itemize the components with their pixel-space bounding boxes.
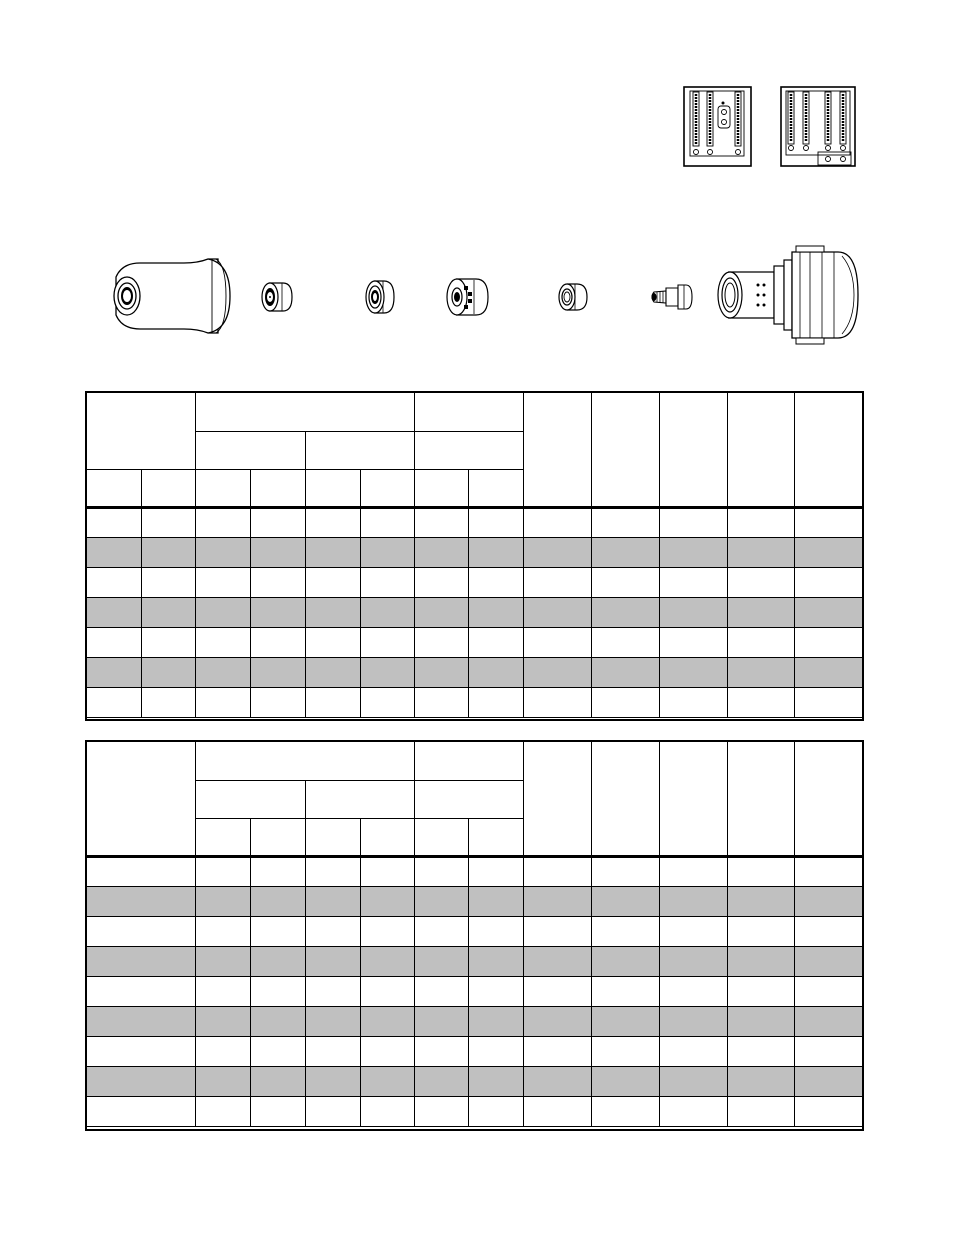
table2-body-row [87, 857, 864, 887]
table1-header-cell [660, 393, 728, 508]
table1-body-cell [469, 568, 524, 598]
table2-header-cell [196, 781, 306, 819]
table1-body-cell [728, 628, 795, 658]
table2-body-cell [524, 857, 592, 887]
table2-body-cell [469, 1007, 524, 1037]
table2-body-cell [795, 977, 864, 1007]
table2-body-cell [251, 857, 306, 887]
table2-body-cell [795, 1067, 864, 1097]
table1-body-cell [87, 628, 142, 658]
table1-body-cell [524, 688, 592, 718]
table1-body-cell [196, 598, 251, 628]
table2-body-cell [306, 977, 361, 1007]
torch-body-illustration [714, 240, 862, 350]
table1-body-cell [87, 538, 142, 568]
table1-body-row [87, 568, 864, 598]
table1-body-cell [469, 508, 524, 538]
table2-header-cell [728, 742, 795, 857]
table2-body-cell [592, 887, 660, 917]
table1-body-cell [524, 598, 592, 628]
table2-body-cell [251, 1007, 306, 1037]
table2-body-cell [415, 1067, 469, 1097]
table1-body-row [87, 658, 864, 688]
table2-body-row [87, 1097, 864, 1127]
table2-header-cell [795, 742, 864, 857]
table1-header-cell [87, 393, 196, 470]
table2-body-cell [795, 887, 864, 917]
table1-body-cell [306, 598, 361, 628]
table2-body-cell [728, 977, 795, 1007]
cut-chart-table-1 [86, 392, 864, 718]
table1-body-cell [251, 598, 306, 628]
table2-body-cell [592, 1037, 660, 1067]
table1-body-cell [142, 688, 196, 718]
table2-body-cell [728, 1097, 795, 1127]
table1-body-cell [87, 508, 142, 538]
table2-body-cell [728, 1067, 795, 1097]
table1-body-cell [795, 688, 864, 718]
table1-body-cell [306, 658, 361, 688]
table2-body-cell [196, 887, 251, 917]
table2-body-cell [196, 1007, 251, 1037]
table1-body-cell [361, 598, 415, 628]
table1-body-cell [196, 628, 251, 658]
table2-header-cell [306, 781, 415, 819]
table1-body-cell [196, 508, 251, 538]
table2-body-cell [728, 1037, 795, 1067]
table1-body-cell [592, 538, 660, 568]
table1-header-cell [87, 470, 142, 508]
table1-body-cell [592, 688, 660, 718]
table2-body-cell [306, 917, 361, 947]
table2-header-cell [87, 742, 196, 857]
table1-header-cell [306, 432, 415, 470]
table1-body-cell [524, 628, 592, 658]
table1-body-cell [728, 688, 795, 718]
table1-body-cell [415, 568, 469, 598]
table2-body-cell [592, 947, 660, 977]
table2-body-cell [87, 1067, 196, 1097]
table2-body-cell [592, 1007, 660, 1037]
table2-body-cell [469, 887, 524, 917]
table1-body-cell [728, 568, 795, 598]
table2-header-cell [660, 742, 728, 857]
table2-body-cell [524, 1037, 592, 1067]
table2-body-cell [196, 1067, 251, 1097]
table2-body-cell [524, 1097, 592, 1127]
table2-body-cell [196, 1037, 251, 1067]
table1-header-cell [524, 393, 592, 508]
table1-body-cell [361, 688, 415, 718]
table2-body-cell [87, 917, 196, 947]
table1-body-cell [795, 628, 864, 658]
table2-body-cell [728, 917, 795, 947]
table1-body-cell [87, 598, 142, 628]
table1-body-cell [592, 598, 660, 628]
table1-body-cell [361, 628, 415, 658]
table1-body-row [87, 628, 864, 658]
table2-body-cell [196, 1097, 251, 1127]
table1-body-row [87, 538, 864, 568]
table1-body-cell [196, 568, 251, 598]
table1-body-cell [87, 658, 142, 688]
table1-body-cell [795, 598, 864, 628]
table1-body-cell [469, 538, 524, 568]
table2-body-cell [469, 1067, 524, 1097]
table2-body-cell [251, 977, 306, 1007]
table1-body-cell [728, 508, 795, 538]
table1-header-cell [728, 393, 795, 508]
table2-body-cell [524, 977, 592, 1007]
table2-header-cell [415, 781, 524, 819]
table2-body-row [87, 1067, 864, 1097]
table1-body-cell [728, 598, 795, 628]
table1-body-cell [251, 688, 306, 718]
table1-body-cell [660, 538, 728, 568]
table1-body-cell [415, 508, 469, 538]
electrode-cap-illustration [557, 281, 589, 313]
table2-body-cell [251, 947, 306, 977]
table2-body-cell [660, 977, 728, 1007]
table2-body-row [87, 977, 864, 1007]
table2-body-cell [795, 1007, 864, 1037]
table1-header-cell [415, 470, 469, 508]
table1-body-cell [196, 688, 251, 718]
table2-body-cell [415, 857, 469, 887]
table2-body-cell [306, 1097, 361, 1127]
table2-body-cell [592, 977, 660, 1007]
table1-body-cell [415, 538, 469, 568]
table2-body-cell [415, 947, 469, 977]
table1-body-cell [361, 658, 415, 688]
table2-body-cell [660, 1097, 728, 1127]
table2-body-cell [728, 947, 795, 977]
table2-header-cell [361, 819, 415, 857]
table2-body-cell [524, 917, 592, 947]
table2-header-cell [251, 819, 306, 857]
table2-body-cell [469, 1097, 524, 1127]
table2-body-cell [415, 1007, 469, 1037]
table2-body-row [87, 1037, 864, 1067]
table2-body-cell [196, 977, 251, 1007]
table1-body-row [87, 598, 864, 628]
table1-body-cell [196, 538, 251, 568]
table1-body-row [87, 508, 864, 538]
table2-body-cell [415, 887, 469, 917]
table2-body-cell [361, 857, 415, 887]
table1-header-cell [251, 470, 306, 508]
table1-header-cell [415, 432, 524, 470]
table1-header-cell [142, 470, 196, 508]
table1-body-cell [142, 628, 196, 658]
dip-switch-diagram-b [780, 86, 857, 168]
table2-body-cell [660, 887, 728, 917]
table2-body-cell [524, 1067, 592, 1097]
table1-body-cell [592, 568, 660, 598]
table2-body-cell [795, 947, 864, 977]
table1-body-cell [415, 658, 469, 688]
table2-body-cell [469, 947, 524, 977]
table1-body-cell [251, 508, 306, 538]
table2-body-cell [306, 887, 361, 917]
table1-body-cell [361, 568, 415, 598]
table2-body-cell [469, 857, 524, 887]
table2-body-cell [196, 857, 251, 887]
table2-header-cell [196, 742, 415, 781]
table2-body-cell [592, 1097, 660, 1127]
table1-header-cell [196, 470, 251, 508]
table2-body-cell [196, 917, 251, 947]
table2-body-cell [306, 1007, 361, 1037]
table1-body-cell [469, 628, 524, 658]
retaining-ring-illustration [260, 281, 294, 313]
table2-body-cell [728, 887, 795, 917]
table1-body-cell [361, 538, 415, 568]
table1-body-cell [592, 508, 660, 538]
table2-body-cell [795, 1097, 864, 1127]
table1-body-cell [728, 658, 795, 688]
table1-body-cell [795, 658, 864, 688]
table1-body-cell [361, 508, 415, 538]
table1-body-cell [660, 568, 728, 598]
table1-body-cell [196, 658, 251, 688]
table1-body-cell [142, 508, 196, 538]
table2-body-cell [87, 1097, 196, 1127]
table1-body-cell [415, 598, 469, 628]
table2-body-cell [196, 947, 251, 977]
table1-body-cell [524, 508, 592, 538]
table2-body-cell [795, 917, 864, 947]
table1-header-cell [592, 393, 660, 508]
table2-body-cell [87, 1007, 196, 1037]
table1-header-cell [306, 470, 361, 508]
table2-body-cell [592, 917, 660, 947]
table2-body-cell [306, 857, 361, 887]
table1-header-cell [415, 393, 524, 432]
table2-body-cell [87, 1037, 196, 1067]
table1-header-cell [361, 470, 415, 508]
table1-body-cell [415, 628, 469, 658]
table2-body-cell [592, 857, 660, 887]
table1-body-cell [306, 568, 361, 598]
table2-body-cell [524, 1007, 592, 1037]
table2-header-cell [592, 742, 660, 857]
table1-body-cell [592, 628, 660, 658]
table2-body-cell [795, 1037, 864, 1067]
table2-body-cell [251, 887, 306, 917]
table2-body-cell [795, 857, 864, 887]
table1-body-cell [306, 538, 361, 568]
table2-body-cell [415, 1037, 469, 1067]
table2-body-cell [361, 1007, 415, 1037]
table2-body-cell [469, 917, 524, 947]
table2-body-cell [524, 947, 592, 977]
table1-header-cell [795, 393, 864, 508]
table2-header-cell [469, 819, 524, 857]
electrode-illustration [646, 282, 694, 312]
table2-body-cell [87, 887, 196, 917]
table1-body-cell [660, 688, 728, 718]
table2-body-cell [728, 857, 795, 887]
table2-body-cell [415, 1097, 469, 1127]
swirl-ring-illustration [444, 277, 490, 317]
table2-body-cell [660, 917, 728, 947]
table1-header-cell [196, 432, 306, 470]
table1-body-cell [795, 508, 864, 538]
table1-body-row [87, 688, 864, 718]
table2-body-cell [660, 1007, 728, 1037]
table1-body-cell [251, 628, 306, 658]
table1-body-cell [251, 538, 306, 568]
table2-body-row [87, 887, 864, 917]
table2-body-cell [660, 1037, 728, 1067]
table1-body [87, 508, 864, 718]
table1-body-cell [87, 688, 142, 718]
table2-body-cell [524, 887, 592, 917]
table2-body-cell [660, 857, 728, 887]
table2-body-cell [361, 1097, 415, 1127]
dip-switch-diagram-a [683, 86, 753, 168]
table2-header-cell [524, 742, 592, 857]
table1-body-cell [728, 538, 795, 568]
table2-body-cell [251, 1037, 306, 1067]
table2-header-cell [415, 819, 469, 857]
table2-body-cell [361, 1037, 415, 1067]
table1-body-cell [306, 628, 361, 658]
table2-body-cell [361, 947, 415, 977]
table1-body-cell [251, 658, 306, 688]
table2-body [87, 857, 864, 1127]
table2-body-cell [361, 917, 415, 947]
table2-body-cell [87, 857, 196, 887]
table1-body-cell [469, 658, 524, 688]
table1-body-cell [306, 688, 361, 718]
nozzle-illustration [364, 279, 396, 315]
table2-body-row [87, 1007, 864, 1037]
table1-body-cell [795, 538, 864, 568]
table2-body-cell [361, 1067, 415, 1097]
table2-body-cell [469, 1037, 524, 1067]
table1-body-cell [142, 658, 196, 688]
table1-header-cell [196, 393, 415, 432]
table1-header-cell [469, 470, 524, 508]
table2-body-cell [361, 887, 415, 917]
table1-body-cell [415, 688, 469, 718]
table2-body-cell [728, 1007, 795, 1037]
table2-body-cell [251, 1067, 306, 1097]
table1-body-cell [660, 658, 728, 688]
table1-body-cell [469, 598, 524, 628]
table2-body-cell [469, 977, 524, 1007]
table2-body-cell [592, 1067, 660, 1097]
table2-body-cell [361, 977, 415, 1007]
table2-header-cell [306, 819, 361, 857]
table2-body-cell [660, 1067, 728, 1097]
table2-header-cell [196, 819, 251, 857]
table1-body-cell [142, 568, 196, 598]
table1-body-cell [660, 628, 728, 658]
table2-body-cell [306, 1067, 361, 1097]
table2-body-cell [87, 977, 196, 1007]
table2-header-cell [415, 742, 524, 781]
shield-illustration [108, 255, 234, 337]
table2-body-row [87, 917, 864, 947]
table1-body-cell [524, 568, 592, 598]
table2-body-cell [660, 947, 728, 977]
cut-chart-table-2 [86, 741, 864, 1127]
table1-body-cell [795, 568, 864, 598]
table2-body-row [87, 947, 864, 977]
table2-body-cell [251, 1097, 306, 1127]
table1-body-cell [87, 568, 142, 598]
table1-body-cell [660, 598, 728, 628]
table2-body-cell [87, 947, 196, 977]
table1-body-cell [251, 568, 306, 598]
table1-body-cell [660, 508, 728, 538]
table2-body-cell [306, 947, 361, 977]
table2-body-cell [415, 917, 469, 947]
table2-body-cell [415, 977, 469, 1007]
table1-body-cell [142, 538, 196, 568]
table1-body-cell [524, 538, 592, 568]
table2-body-cell [306, 1037, 361, 1067]
table1-body-cell [524, 658, 592, 688]
table1-body-cell [592, 658, 660, 688]
table1-body-cell [469, 688, 524, 718]
table1-body-cell [306, 508, 361, 538]
table2-body-cell [251, 917, 306, 947]
table1-body-cell [142, 598, 196, 628]
